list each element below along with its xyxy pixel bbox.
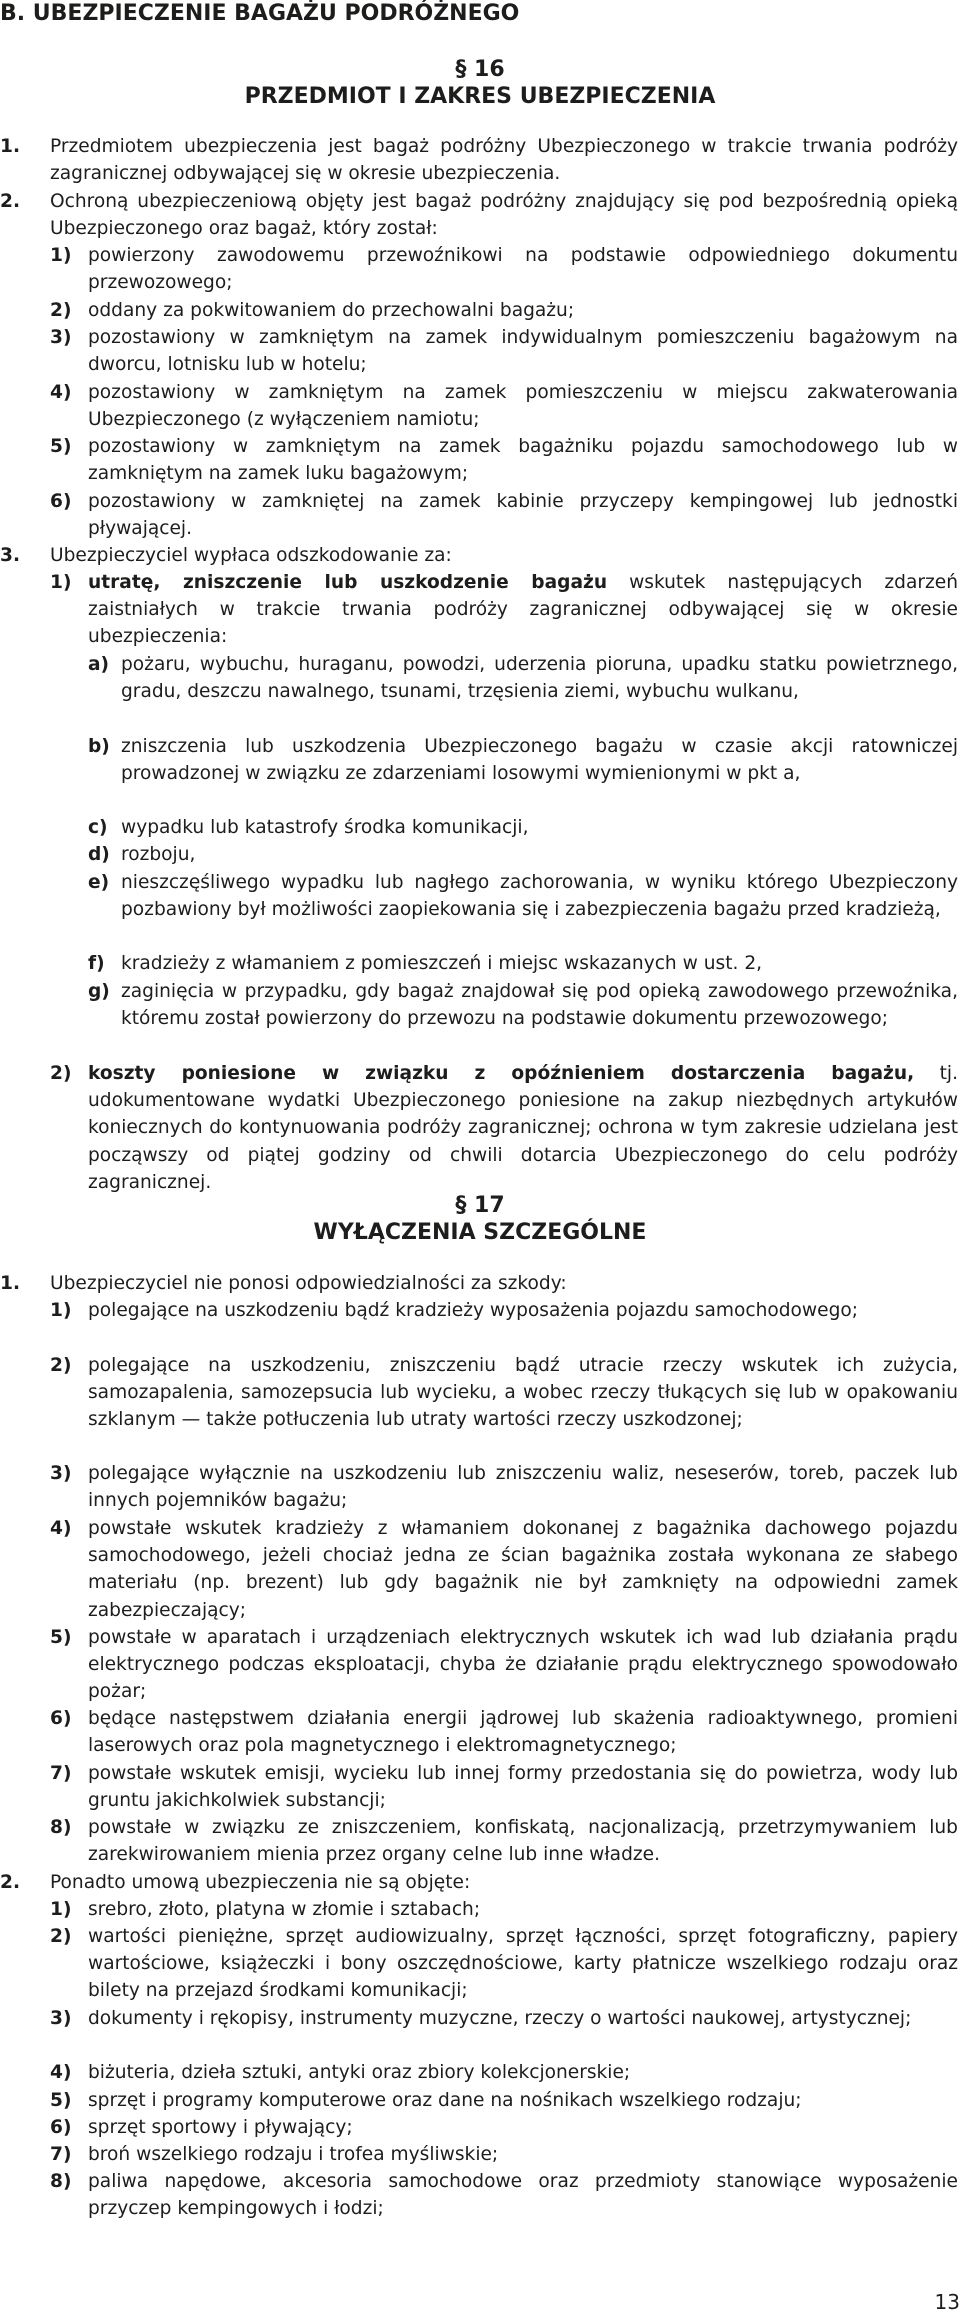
list-item: sprzęt i programy komputerowe oraz dane na nośnikach wszelkiego rodzaju; [88,2090,802,2111]
list-item: wartości pieniężne, sprzęt audiowizualny, sprzęt łączności, sprzęt fotograficzny, papiery wartościowe, książeczki i bony oszczędnościowe, karty płatnicze wszelkiego rodzaju oraz bilety na przejazd środkami komunikacji; [88,1926,958,2002]
list-number: 2) [50,1063,72,1084]
list-number: 3. [0,545,21,566]
list-number: 1. [0,136,21,157]
list-item: oddany za pokwitowaniem do przechowalni bagażu; [88,300,575,321]
list-number: 4) [50,1518,72,1539]
list-item: powierzony zawodowemu przewoźnikowi na podstawie odpowiedniego dokumentu przewozowego; [88,245,958,294]
list-item: pozostawiony w zamkniętym na zamek bagażniku pojazdu samochodowego lub w zamkniętym na zamek luku bagażowym; [88,436,958,485]
list-item: biżuteria, dzieła sztuki, antyki oraz zbiory kolekcjonerskie; [88,2062,631,2083]
list-number: 2. [0,1872,21,1893]
list-item: pozostawiony w zamkniętej na zamek kabinie przyczepy kempingowej lub jednostki pływającej. [88,491,958,540]
list-item: Przedmiotem ubezpieczenia jest bagaż podróżny Ubezpieczonego w trakcie trwania podróży zagranicznej odbywającej się w okresie ubezpieczenia. [50,136,958,185]
list-number: 1. [0,1273,21,1294]
list-letter: g) [88,981,110,1002]
list-letter: d) [88,844,110,865]
bold-phrase: koszty poniesione w związku z opóźnieniem dostarczenia bagażu, [88,1063,915,1084]
list-item: sprzęt sportowy i pływający; [88,2117,353,2138]
list-item: powstałe w aparatach i urządzeniach elektrycznych wskutek ich wad lub działania prądu elektrycznego podczas eksploatacji, chyba że działanie prądu elektrycznego spowodowało pożar; [88,1627,958,1703]
list-letter: b) [88,736,110,757]
list-number: 3) [50,1463,72,1484]
list-item: pozostawiony w zamkniętym na zamek pomieszczeniu w miejscu zakwaterowania Ubezpieczonego (z wyłączeniem namiotu; [88,382,958,431]
list-item [88,569,958,651]
list-item: wypadku lub katastrofy środka komunikacji, [121,817,529,838]
list-item: pozostawiony w zamkniętym na zamek indywidualnym pomieszczeniu bagażowym na dworcu, lotnisku lub w hotelu; [88,327,958,376]
list-item: Ubezpieczyciel wypłaca odszkodowanie za: [50,545,452,566]
list-item: Ochroną ubezpieczeniową objęty jest bagaż podróżny znajdujący się pod bezpośrednią opieką Ubezpieczonego oraz bagaż, który został: [50,191,958,240]
list-item: będące następstwem działania energii jądrowej lub skażenia radioaktywnego, promieni laserowych oraz pola magnetycznego i elektromagnetycznego; [88,1708,958,1757]
list-letter: a) [88,654,110,675]
list-item: pożaru, wybuchu, huraganu, powodzi, uderzenia pioruna, upadku statku powietrznego, gradu, deszczu nawalnego, tsunami, trzęsienia ziemi, wybuchu wulkanu, [121,654,958,703]
list-item: zniszczenia lub uszkodzenia Ubezpieczonego bagażu w czasie akcji ratowniczej prowadzonej w związku ze zdarzeniami losowymi wymienionymi w pkt a, [121,736,958,785]
list-number: 3) [50,327,72,348]
list-letter: c) [88,817,108,838]
list-item: broń wszelkiego rodzaju i trofea myśliwskie; [88,2144,499,2165]
paragraph-16-number: § 16 [455,57,505,82]
list-item: nieszczęśliwego wypadku lub nagłego zachorowania, w wyniku którego Ubezpieczony pozbawiony był możliwości zaopiekowania się i zabezpieczenia bagażu przed kradzieżą, [121,872,958,921]
list-number: 7) [50,1763,72,1784]
list-item: kradzieży z włamaniem z pomieszczeń i miejsc wskazanych w ust. 2, [121,953,763,974]
paragraph-17-number: § 17 [455,1193,505,1218]
list-item: dokumenty i rękopisy, instrumenty muzyczne, rzeczy o wartości naukowej, artystycznej; [88,2008,912,2029]
list-number: 2) [50,300,72,321]
list-letter: e) [88,872,110,893]
list-item: polegające wyłącznie na uszkodzeniu lub zniszczeniu waliz, neseserów, toreb, paczek lub innych pojemników bagażu; [88,1463,958,1512]
list-number: 5) [50,2090,72,2111]
list-number: 1) [50,572,72,593]
list-number: 2) [50,1355,72,1376]
list-item: srebro, złoto, platyna w złomie i sztabach; [88,1899,481,1920]
list-item: zaginięcia w przypadku, gdy bagaż znajdował się pod opieką zawodowego przewoźnika, któremu został powierzony do przewozu na podstawie dokumentu przewozowego; [121,981,958,1030]
item-text: tj. udokumentowane wydatki Ubezpieczonego poniesione na zakup niezbędnych artykułów koniecznych do kontynuowania podróży zagranicznej; ochrona w tym zakresie udzielana jest począwszy od piątej godziny od chwili dotarcia Ubezpieczonego do celu podróży zagranicznej. [88,1063,958,1193]
list-number: 1) [50,1300,72,1321]
bold-phrase: utratę, zniszczenie lub uszkodzenie bagażu [88,572,608,593]
list-item: paliwa napędowe, akcesoria samochodowe oraz przedmioty stanowiące wyposażenie przyczep kempingowych i łodzi; [88,2171,958,2220]
list-item: powstałe w związku ze zniszczeniem, konfiskatą, nacjonalizacją, przetrzymywaniem lub zarekwirowaniem mienia przez organy celne lub inne władze. [88,1817,958,1866]
list-item: Ponadto umową ubezpieczenia nie są objęte: [50,1872,471,1893]
list-number: 2. [0,191,21,212]
list-number: 8) [50,1817,72,1838]
paragraph-16-title: PRZEDMIOT I ZAKRES UBEZPIECZENIA [244,84,716,109]
list-number: 6) [50,1708,72,1729]
list-number: 3) [50,2008,72,2029]
list-item: rozboju, [121,844,196,865]
list-number: 6) [50,491,72,512]
paragraph-17-title: WYŁĄCZENIA SZCZEGÓLNE [313,1220,647,1245]
list-item: polegające na uszkodzeniu bądź kradzieży wyposażenia pojazdu samochodowego; [88,1300,859,1321]
list-number: 2) [50,1926,72,1947]
list-number: 4) [50,382,72,403]
list-item: powstałe wskutek emisji, wycieku lub innej formy przedostania się do powietrza, wody lub gruntu jakichkolwiek substancji; [88,1763,958,1812]
item-text: wskutek następujących zdarzeń zaistniałych w trakcie trwania podróży zagranicznej odbywającej się w okresie ubezpieczenia: [88,572,958,648]
list-number: 1) [50,245,72,266]
list-item: Ubezpieczyciel nie ponosi odpowiedzialności za szkody: [50,1273,567,1294]
list-number: 7) [50,2144,72,2165]
list-number: 5) [50,436,72,457]
list-number: 5) [50,1627,72,1648]
section-title: B. UBEZPIECZENIE BAGAŻU PODRÓŻNEGO [0,1,520,26]
list-number: 8) [50,2171,72,2192]
list-letter: f) [88,953,105,974]
page-number: 13 [934,2290,960,2314]
list-number: 4) [50,2062,72,2083]
list-number: 6) [50,2117,72,2138]
list-item: powstałe wskutek kradzieży z włamaniem dokonanej z bagażnika dachowego pojazdu samochodowego, jeżeli chociaż jedna ze ścian bagażnika została wykonana ze słabego materiału (np. brezent) lub gdy bagażnik nie był zamknięty na odpowiedni zamek zabezpieczający; [88,1518,958,1621]
list-item [88,1060,958,1196]
list-number: 1) [50,1899,72,1920]
list-item: polegające na uszkodzeniu, zniszczeniu bądź utracie rzeczy wskutek ich zużycia, samozapalenia, samozepsucia lub wycieku, a wobec rzeczy tłukących się lub w opakowaniu szklanym — także potłuczenia lub utraty wartości rzeczy uszkodzonej; [88,1355,958,1431]
